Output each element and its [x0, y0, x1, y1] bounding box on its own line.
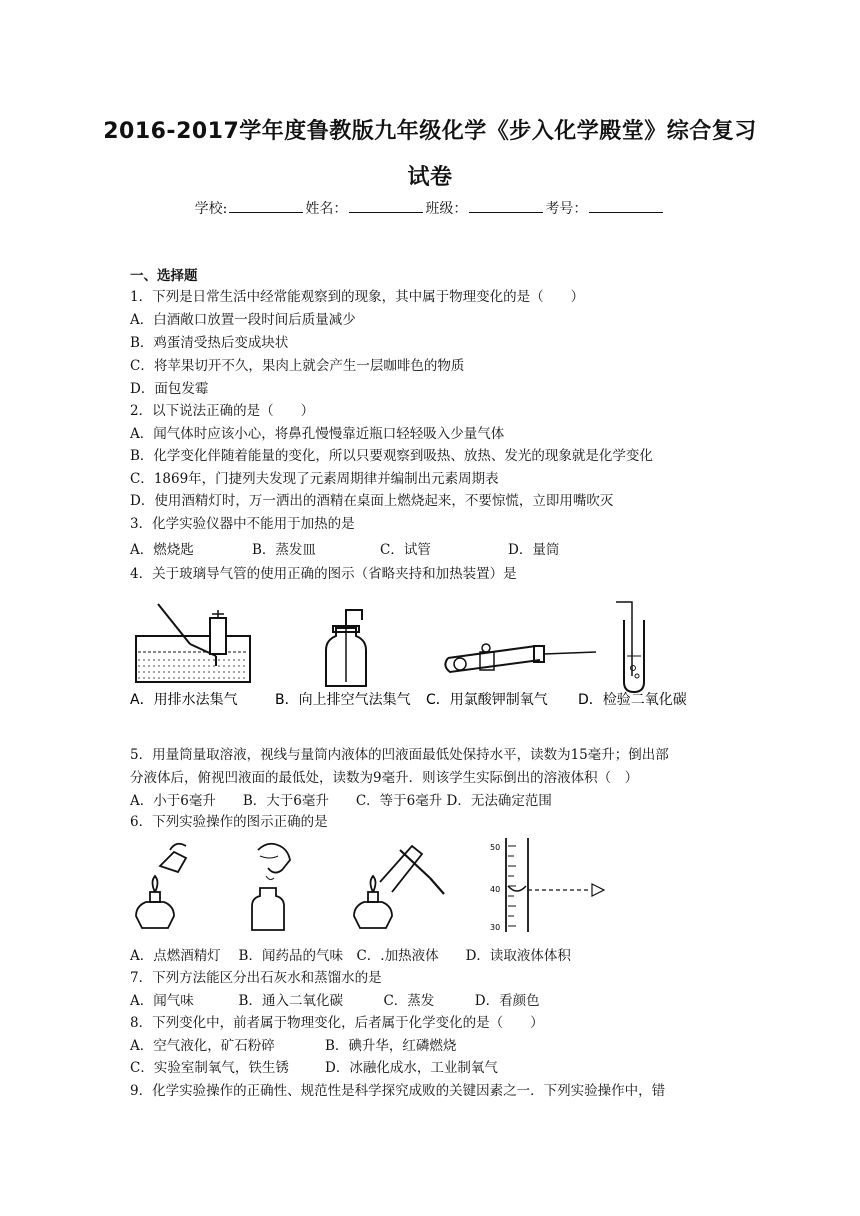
q4-fig-a-label: A．用排水法集气 — [130, 692, 238, 708]
student-info-row — [0, 198, 860, 218]
q3-option-a: A．燃烧匙 — [130, 542, 194, 558]
q3-stem: 3．化学实验仪器中不能用于加热的是 — [130, 516, 355, 532]
q6-options: A．点燃酒精灯 B．闻药品的气味 C．.加热液体 D．读取液体体积 — [130, 948, 571, 964]
q4-fig-d-label: D．检验二氧化碳 — [578, 692, 687, 708]
q7-options: A．闻气味 B．通入二氧化碳 C．蒸发 D．看颜色 — [130, 993, 540, 1009]
school-blank[interactable] — [229, 200, 303, 213]
heating-liquid-diagram — [354, 846, 444, 928]
q8-options-row1 — [130, 1036, 456, 1056]
q4-fig-b-label: B．向上排空气法集气 — [275, 692, 411, 708]
q1-stem: 1．下列是日常生活中经常能观察到的现象，其中属于物理变化的是（ ） — [130, 289, 585, 305]
q4-fig-c-label: C．用氯酸钾制氧气 — [426, 692, 548, 708]
q8-stem: 8．下列变化中，前者属于物理变化，后者属于化学变化的是（ ） — [130, 1015, 544, 1031]
scale-label-40: 40 — [490, 885, 501, 894]
potassium-chlorate-diagram — [445, 644, 596, 672]
q7-stem: 7．下列方法能区分出石灰水和蒸馏水的是 — [130, 970, 382, 986]
q2-option-c: C．1869年，门捷列夫发现了元素周期律并编制出元素周期表 — [130, 471, 499, 487]
co2-test-diagram — [616, 602, 644, 692]
scale-label-50: 50 — [490, 843, 501, 852]
q3-option-c: C．试管 — [380, 542, 431, 558]
q2-option-d: D．使用酒精灯时，万一洒出的酒精在桌面上燃烧起来，不要惊慌，立即用嘴吹灭 — [130, 493, 614, 509]
q1-option-d: D．面包发霉 — [130, 381, 209, 397]
q2-option-b: B．化学变化伴随着能量的变化，所以只要观察到吸热、放热、发光的现象就是化学变化 — [130, 448, 653, 464]
q3-option-d: D．量筒 — [508, 542, 560, 558]
school-label: 学校: — [194, 201, 228, 217]
name-blank[interactable] — [349, 200, 423, 213]
smelling-gas-diagram — [252, 844, 290, 930]
page-title-line1: 2016-2017学年度鲁教版九年级化学《步入化学殿堂》综合复习 — [103, 119, 757, 144]
q1-option-c: C．将苹果切开不久，果肉上就会产生一层咖啡色的物质 — [130, 358, 465, 374]
q6-stem: 6．下列实验操作的图示正确的是 — [130, 814, 328, 830]
q5-line1: 5．用量筒量取溶液，视线与量筒内液体的凹液面最低处保持水平，读数为15毫升；倒出部 — [130, 747, 669, 763]
q8-options-row2 — [130, 1058, 498, 1078]
q1-option-a: A．白酒敞口放置一段时间后质量减少 — [130, 312, 356, 328]
reading-cylinder-diagram — [506, 838, 604, 932]
exam-no-blank[interactable] — [589, 200, 663, 213]
q4-figure-row — [130, 596, 710, 718]
q8-option-a: A．空气液化，矿石粉碎 — [130, 1038, 275, 1054]
q8-option-c: C．实验室制氧气，铁生锈 — [130, 1060, 289, 1076]
q4-stem: 4．关于玻璃导气管的使用正确的图示（省略夹持和加热装置）是 — [130, 566, 517, 582]
page-title-line2: 试卷 — [407, 165, 453, 190]
q3-option-b: B．蒸发皿 — [252, 542, 316, 558]
q8-option-d: D．冰融化成水，工业制氧气 — [325, 1060, 498, 1076]
section-heading: 一、选择题 — [130, 268, 198, 284]
name-label: 姓名： — [305, 201, 348, 217]
q5-options: A．小于6毫升 B．大于6毫升 C．等于6毫升 D．无法确定范围 — [130, 793, 552, 809]
q2-stem: 2．以下说法正确的是（ ） — [130, 403, 315, 419]
q9-stem: 9．化学实验操作的正确性、规范性是科学探究成败的关键因素之一．下列实验操作中，错 — [130, 1083, 666, 1099]
q2-option-a: A．闻气体时应该小心，将鼻孔慢慢靠近瓶口轻轻吸入少量气体 — [130, 426, 505, 442]
exam-no-label: 考号： — [545, 201, 588, 217]
class-label: 班级： — [425, 201, 468, 217]
alcohol-lamp-lighting-diagram — [136, 844, 186, 928]
q6-figure-row — [130, 836, 630, 936]
class-blank[interactable] — [469, 200, 543, 213]
gas-bottle-diagram — [326, 610, 366, 686]
q5-line2: 分液体后，俯视凹液面的最低处，读数为9毫升．则该学生实际倒出的溶液体积（ ） — [130, 770, 639, 786]
q1-option-b: B．鸡蛋清受热后变成块状 — [130, 335, 289, 351]
q8-option-b: B．碘升华，红磷燃烧 — [325, 1038, 457, 1054]
scale-label-30: 30 — [490, 923, 501, 932]
q3-options — [130, 540, 559, 560]
water-collection-diagram — [136, 604, 250, 682]
